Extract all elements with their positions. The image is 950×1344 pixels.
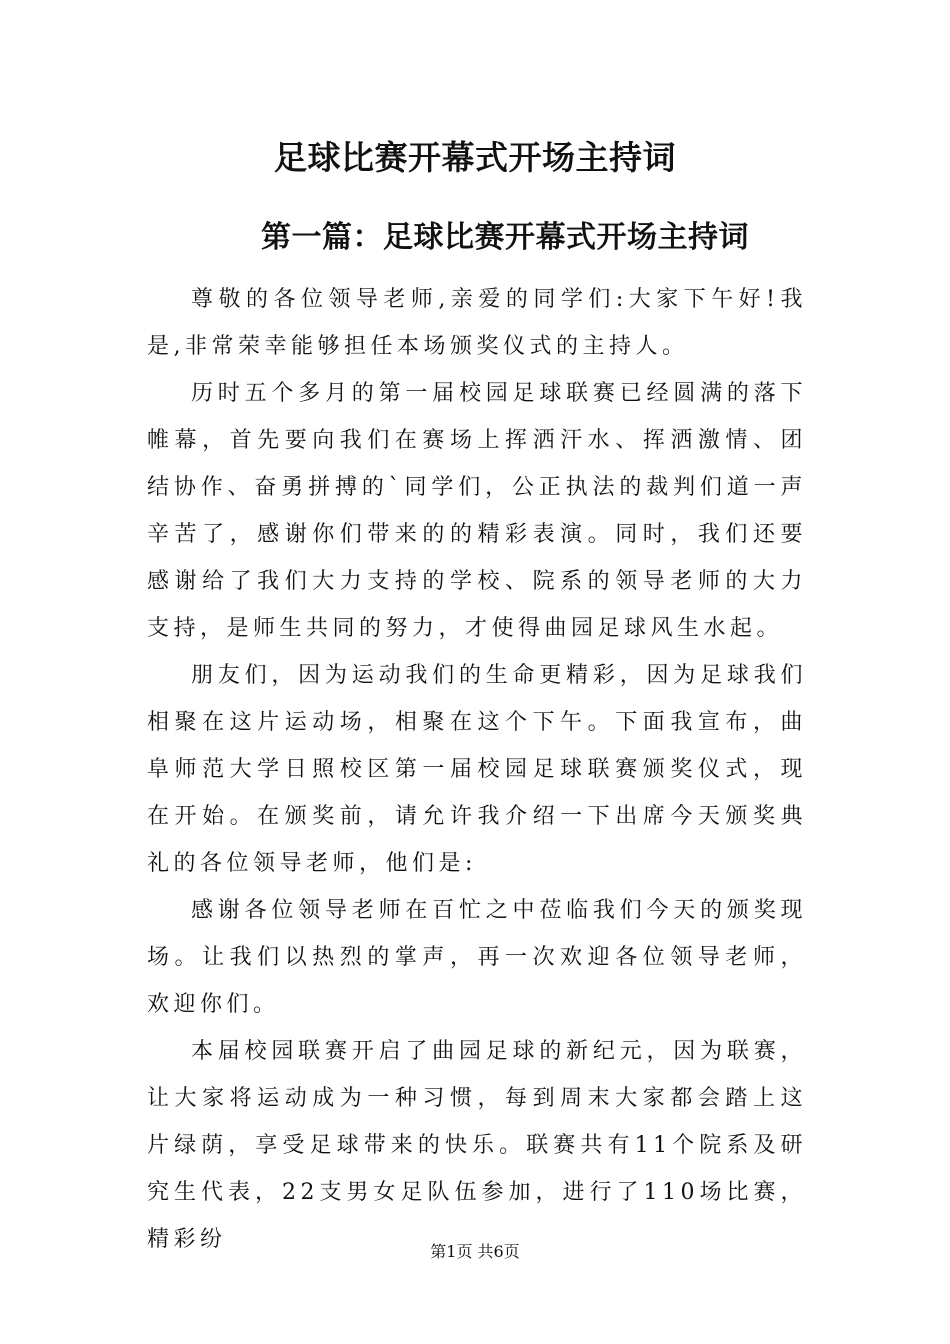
paragraph: 尊敬的各位领导老师,亲爱的同学们:大家下午好!我是,非常荣幸能够担任本场颁奖仪式的主持人。 bbox=[147, 287, 807, 359]
paragraph: 历时五个多月的第一届校园足球联赛已经圆满的落下帷幕，首先要向我们在赛场上挥洒汗水、挥洒激情、团结协作、奋勇拼搏的`同学们，公正执法的裁判们道一声辛苦了，感谢你们带来的的精彩表演。同时，我们还要感谢给了我们大力支持的学校、院系的领导老师的大力支持，是师生共同的努力，才使得曲园足球风生水起。 bbox=[147, 381, 807, 641]
paragraph: 本届校园联赛开启了曲园足球的新纪元，因为联赛，让大家将运动成为一种习惯，每到周末大家都会踏上这片绿荫，享受足球带来的快乐。联赛共有11个院系及研究生代表，22支男女足队伍参加，进行了110场比赛，精彩纷 bbox=[147, 1039, 807, 1252]
paragraph: 感谢各位领导老师在百忙之中莅临我们今天的颁奖现场。让我们以热烈的掌声，再一次欢迎各位领导老师，欢迎你们。 bbox=[147, 898, 807, 1017]
paragraph: 朋友们，因为运动我们的生命更精彩，因为足球我们相聚在这片运动场，相聚在这个下午。下面我宣布，曲阜师范大学日照校区第一届校园足球联赛颁奖仪式，现在开始。在颁奖前，请允许我介绍一下出席今天颁奖典礼的各位领导老师，他们是: bbox=[147, 663, 807, 876]
document-title: 足球比赛开幕式开场主持词 bbox=[274, 138, 676, 177]
section-heading: 第一篇：足球比赛开幕式开场主持词 bbox=[261, 220, 749, 255]
page-number-footer: 第1页 共6页 bbox=[430, 1242, 520, 1261]
document-body bbox=[147, 276, 807, 1263]
